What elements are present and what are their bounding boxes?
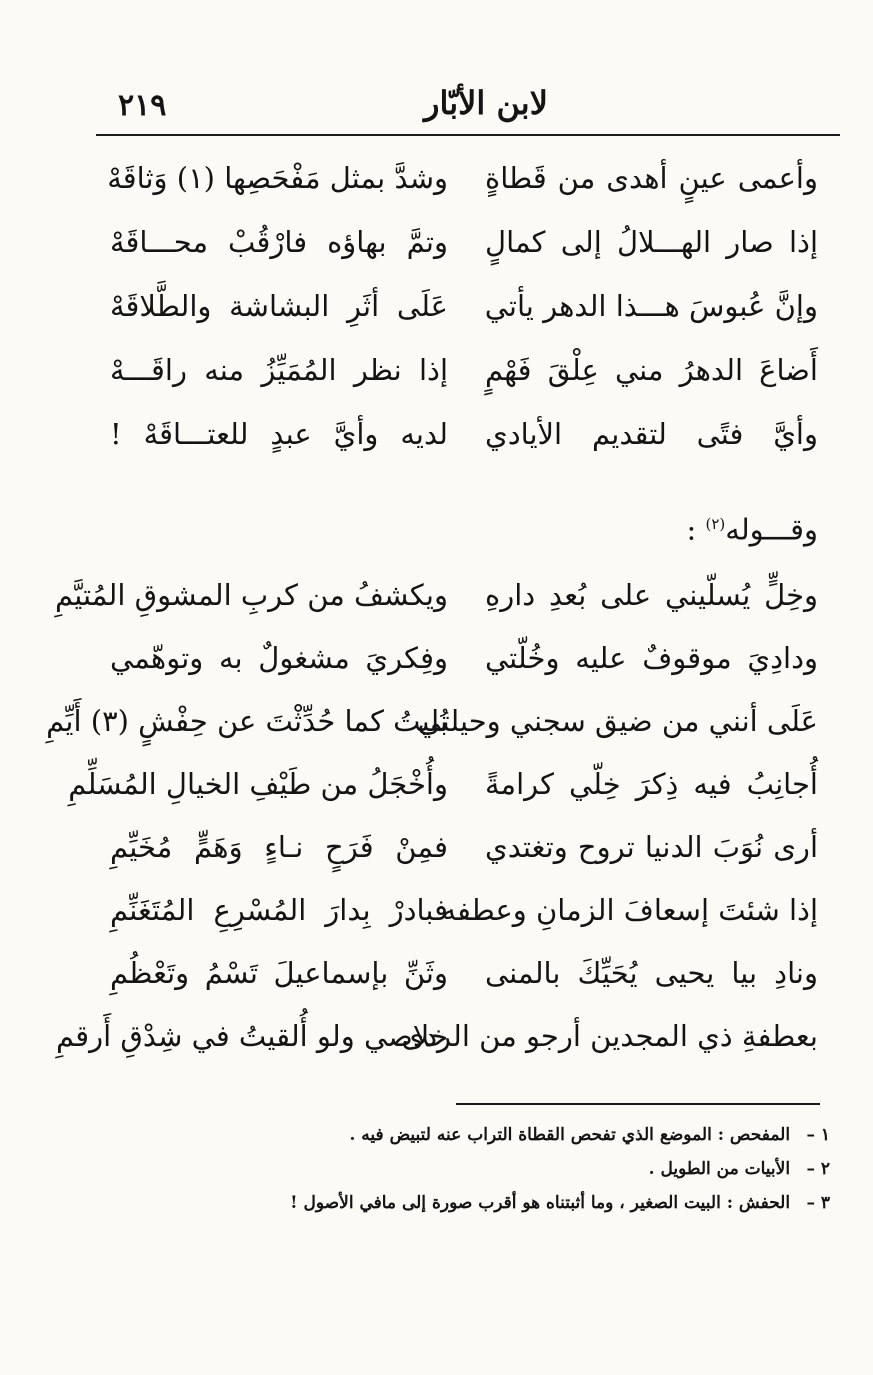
first-hemistich: ونادِ بيا يحيى يُحَيِّكَ بالمنى xyxy=(485,956,818,990)
verse-line xyxy=(0,690,873,753)
verse-line xyxy=(0,274,873,338)
second-hemistich: وشدَّ بمثل مَفْحَصِها (١) وَثاقَهْ xyxy=(107,161,448,195)
first-hemistich: وإنَّ عُبوسَ هـــذا الدهر يأتي xyxy=(484,289,818,323)
second-hemistich: فبادرْ بِدارَ المُسْرِعِ المُتَغَنِّمِ xyxy=(110,893,448,927)
first-hemistich: أُجانِبُ فيه ذِكرَ خِلّي كرامةً xyxy=(485,767,818,801)
footnote-number: ٣ – xyxy=(806,1193,830,1213)
verse-line xyxy=(0,627,873,690)
second-hemistich: بُليتُ كما حُدِّثْتَ عن حِفْشٍ (٣) أَيِّمِ xyxy=(46,704,448,738)
first-hemistich: إذا صار الهـــلالُ إلى كمالٍ xyxy=(485,225,818,259)
footnotes xyxy=(270,1118,830,1220)
footnote xyxy=(270,1152,830,1186)
verse-line xyxy=(0,564,873,627)
second-hemistich: إذا نظر المُمَيِّزُ منه راقَـــهْ xyxy=(110,353,448,387)
first-hemistich: إذا شئتَ إسعافَ الزمانِ وعطفه xyxy=(441,893,818,927)
second-hemistich: لديه وأيَّ عبدٍ للعتـــاقَهْ ! xyxy=(110,417,448,451)
first-hemistich: بعطفةِ ذي المجدين أرجو من الردى xyxy=(401,1019,818,1053)
footnote-marker: (٢) xyxy=(705,515,726,533)
intro-text: وقـــوله xyxy=(725,512,818,547)
first-hemistich: وخِلٍّ يُسلّيني على بُعدِ دارهِ xyxy=(485,578,818,612)
second-hemistich: وفِكريَ مشغولٌ به وتوهّمي xyxy=(110,641,448,675)
verse-line xyxy=(0,146,873,210)
footnote xyxy=(270,1118,830,1152)
first-hemistich: وأعمى عينٍ أهدى من قَطاةٍ xyxy=(485,161,818,195)
verse-line xyxy=(0,338,873,402)
second-hemistich: وأُخْجَلُ من طَيْفِ الخيالِ المُسَلِّمِ xyxy=(68,767,448,801)
second-hemistich: فمِنْ فَرَحٍ نـاءٍ وَهَمٍّ مُخَيِّمِ xyxy=(110,830,448,864)
first-hemistich: أَضاعَ الدهرُ مني عِلْقَ فَهْمٍ xyxy=(485,353,818,387)
page-number: ٢١٩ xyxy=(118,88,167,123)
footnote-rule xyxy=(456,1103,820,1105)
second-hemistich: عَلَى أثَرِ البشاشة والطَّلاقَهْ xyxy=(110,289,448,323)
first-hemistich: عَلَى أنني من ضيق سجني وحيلتي xyxy=(417,704,818,738)
footnote-number: ٢ – xyxy=(806,1159,830,1179)
second-hemistich: ويكشفُ من كربِ المشوقِ المُتيَّمِ xyxy=(54,578,448,612)
verse-line xyxy=(0,816,873,879)
poem-block-1 xyxy=(0,146,873,466)
second-hemistich: وثَنِّ بإسماعيلَ تَسْمُ وتَعْظُمِ xyxy=(110,956,448,990)
second-hemistich: خلاصي ولو أُلقيتُ في شِدْقِ أَرقمِ xyxy=(55,1019,448,1053)
running-title: لابن الأبّار xyxy=(424,84,548,122)
verse-line xyxy=(0,210,873,274)
poem-block-2 xyxy=(0,564,873,1068)
intro-colon: : xyxy=(686,512,697,547)
verse-line xyxy=(0,402,873,466)
footnote xyxy=(270,1186,830,1220)
second-hemistich: وتمَّ بهاؤه فارْقُبْ محـــاقَهْ xyxy=(110,225,448,259)
page-header xyxy=(96,74,840,132)
poem-intro xyxy=(560,494,818,554)
footnote-text: المفحص : الموضع الذي تفحص القطاة التراب عنه لتبيض فيه . xyxy=(349,1125,791,1145)
verse-line xyxy=(0,1005,873,1068)
footnote-number: ١ – xyxy=(806,1125,830,1145)
footnote-text: الحفش : البيت الصغير ، وما أثبتناه هو أقرب صورة إلى مافي الأصول ! xyxy=(290,1193,791,1213)
first-hemistich: وأيَّ فتًى لتقديم الأيادي xyxy=(485,417,818,451)
verse-line xyxy=(0,879,873,942)
verse-line xyxy=(0,942,873,1005)
first-hemistich: ودادِيَ موقوفٌ عليه وخُلّتي xyxy=(485,641,818,675)
first-hemistich: أرى نُوَبَ الدنيا تروح وتغتدي xyxy=(485,830,818,864)
verse-line xyxy=(0,753,873,816)
header-rule xyxy=(96,134,840,136)
footnote-text: الأبيات من الطويل . xyxy=(648,1159,791,1179)
